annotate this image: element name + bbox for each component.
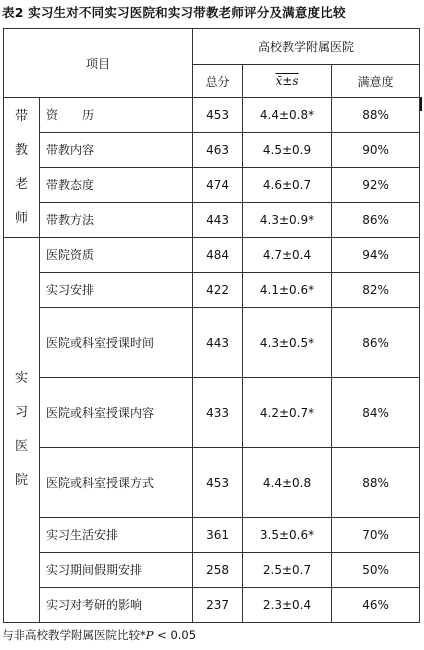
total-score: 453 xyxy=(193,448,243,518)
satisfaction: 90% xyxy=(332,133,420,168)
item-name: 实习期间假期安排 xyxy=(40,553,193,588)
header-row-1 xyxy=(4,29,420,65)
mean-sd: 4.6±0.7 xyxy=(243,168,332,203)
item-name: 资 历 xyxy=(40,98,193,133)
header-satisfaction: 满意度 xyxy=(332,65,420,98)
total-score: 453 xyxy=(193,98,243,133)
group-label-text xyxy=(15,100,29,236)
total-score: 474 xyxy=(193,168,243,203)
footnote-text: 与非高校教学附属医院比较* xyxy=(2,628,146,642)
group-label-char: 实 xyxy=(14,371,28,386)
satisfaction: 46% xyxy=(332,588,420,623)
mean-sd: 4.3±0.5* xyxy=(243,308,332,378)
table-row xyxy=(4,203,420,238)
table-row xyxy=(4,238,420,273)
group-label-char: 习 xyxy=(14,405,28,420)
header-total: 总分 xyxy=(193,65,243,98)
item-name: 医院或科室授课内容 xyxy=(40,378,193,448)
group-label-char: 教 xyxy=(14,142,28,158)
table-footnote xyxy=(2,627,196,643)
item-name: 带教内容 xyxy=(40,133,193,168)
group-label-char: 师 xyxy=(14,210,28,226)
group-label xyxy=(4,98,40,238)
satisfaction: 92% xyxy=(332,168,420,203)
table-row xyxy=(4,553,420,588)
group-label xyxy=(4,238,40,623)
total-score: 422 xyxy=(193,273,243,308)
total-score: 443 xyxy=(193,203,243,238)
item-name: 带教态度 xyxy=(40,168,193,203)
satisfaction: 86% xyxy=(332,203,420,238)
mean-sd: 2.3±0.4 xyxy=(243,588,332,623)
total-score: 258 xyxy=(193,553,243,588)
group-label-char: 老 xyxy=(14,176,28,192)
edge-mark xyxy=(420,97,422,111)
table-row xyxy=(4,448,420,518)
item-name: 医院或科室授课时间 xyxy=(40,308,193,378)
mean-sd: 4.7±0.4 xyxy=(243,238,332,273)
table-row xyxy=(4,308,420,378)
mean-sd: 4.1±0.6* xyxy=(243,273,332,308)
mean-sd: 4.3±0.9* xyxy=(243,203,332,238)
comparison-table xyxy=(3,28,420,623)
item-name: 实习对考研的影响 xyxy=(40,588,193,623)
table-row xyxy=(4,588,420,623)
mean-sd: 4.5±0.9 xyxy=(243,133,332,168)
header-mean-sd-label: x̄±s xyxy=(275,74,299,88)
satisfaction: 84% xyxy=(332,378,420,448)
total-score: 237 xyxy=(193,588,243,623)
mean-sd: 2.5±0.7 xyxy=(243,553,332,588)
satisfaction: 94% xyxy=(332,238,420,273)
mean-sd: 3.5±0.6* xyxy=(243,518,332,553)
satisfaction: 50% xyxy=(332,553,420,588)
mean-sd: 4.4±0.8 xyxy=(243,448,332,518)
group-label-char: 医 xyxy=(14,439,28,454)
table-row xyxy=(4,98,420,133)
footnote-rest: < 0.05 xyxy=(153,628,197,642)
table-row xyxy=(4,273,420,308)
item-name: 带教方法 xyxy=(40,203,193,238)
group-label-char: 带 xyxy=(14,108,28,124)
total-score: 443 xyxy=(193,308,243,378)
total-score: 463 xyxy=(193,133,243,168)
table-title: 表2 实习生对不同实习医院和实习带教老师评分及满意度比较 xyxy=(2,5,346,20)
satisfaction: 82% xyxy=(332,273,420,308)
satisfaction: 70% xyxy=(332,518,420,553)
item-name: 医院或科室授课方式 xyxy=(40,448,193,518)
header-mean-sd xyxy=(243,65,332,98)
total-score: 433 xyxy=(193,378,243,448)
satisfaction: 86% xyxy=(332,308,420,378)
header-hospital: 高校教学附属医院 xyxy=(193,29,420,65)
item-name: 实习安排 xyxy=(40,273,193,308)
mean-sd: 4.4±0.8* xyxy=(243,98,332,133)
total-score: 361 xyxy=(193,518,243,553)
table-row xyxy=(4,518,420,553)
table-row xyxy=(4,133,420,168)
group-label-char: 院 xyxy=(14,473,28,488)
satisfaction: 88% xyxy=(332,448,420,518)
mean-sd: 4.2±0.7* xyxy=(243,378,332,448)
item-name: 实习生活安排 xyxy=(40,518,193,553)
table-row xyxy=(4,378,420,448)
footnote-p: P xyxy=(145,628,154,642)
table-row xyxy=(4,168,420,203)
item-name: 医院资质 xyxy=(40,238,193,273)
group-label-text xyxy=(15,362,29,498)
total-score: 484 xyxy=(193,238,243,273)
satisfaction: 88% xyxy=(332,98,420,133)
header-item: 项目 xyxy=(4,29,193,98)
